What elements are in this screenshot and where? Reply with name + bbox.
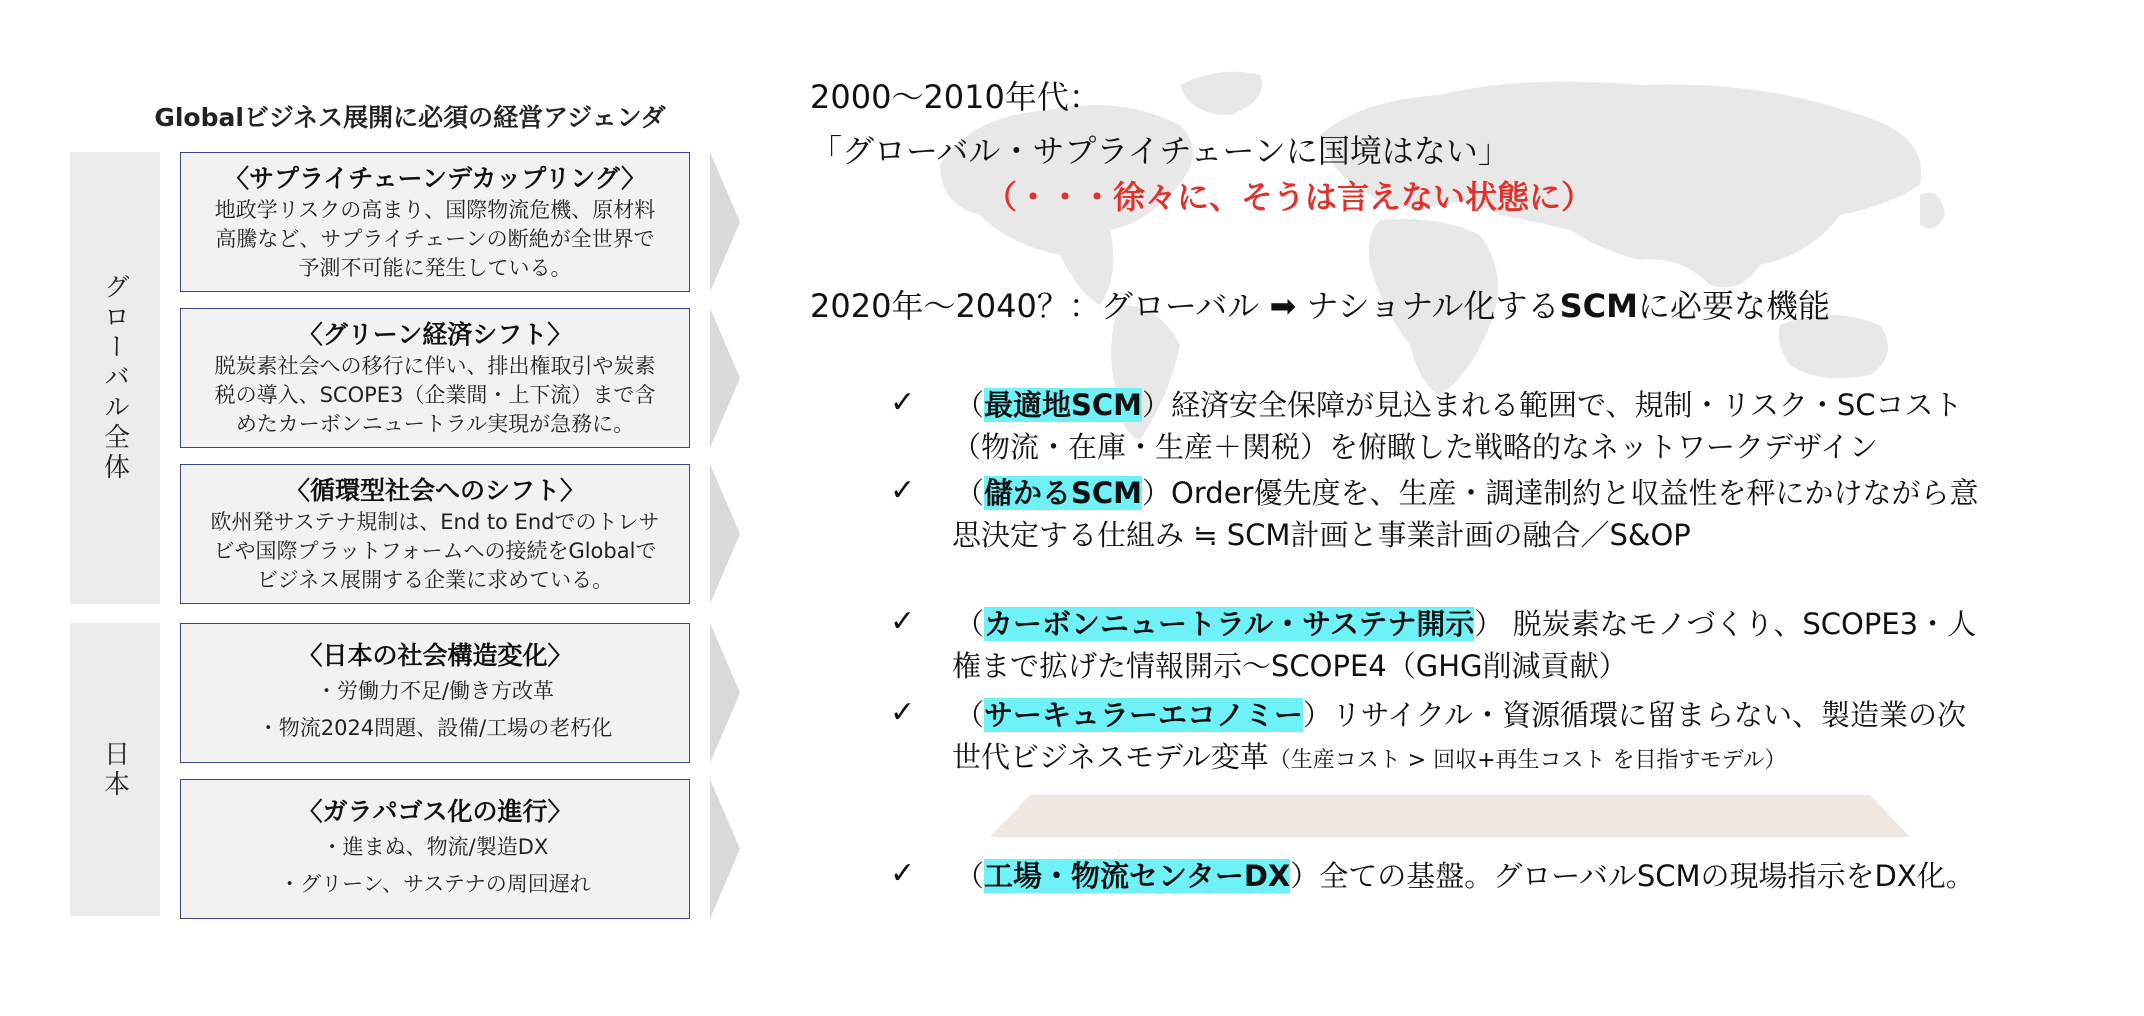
era1-quote: 「グローバル・サプライチェーンに国境はない」 xyxy=(810,132,1510,170)
chevron-arrow-3 xyxy=(710,464,740,604)
chevron-arrow-1 xyxy=(710,152,740,292)
item-line1: ）全ての基盤。グローバルSCMの現場指示をDX化。 xyxy=(1290,859,1975,893)
item-tag: 最適地SCM xyxy=(984,388,1143,422)
group-japan xyxy=(70,623,160,916)
item-line1: ）Order優先度を、生産・調達制約と収益性を秤にかけながら意 xyxy=(1142,476,1979,510)
box-line: 地政学リスクの高まり、国際物流危機、原材料 xyxy=(214,197,656,222)
box-body xyxy=(279,829,591,903)
right-arrow-icon: ➡ xyxy=(1269,287,1297,325)
box-body xyxy=(211,508,660,595)
box-title: 〈グリーン経済シフト〉 xyxy=(297,319,573,349)
check-icon: ✓ xyxy=(890,604,916,639)
function-item-carbon-neutral: （カーボンニュートラル・サステナ開示） 脱炭素なモノづくり、SCOPE3・人 xyxy=(955,607,1977,641)
agenda-box-supply-chain-decoupling xyxy=(180,152,690,292)
check-icon: ✓ xyxy=(890,385,916,420)
box-line: ビジネス展開する企業に求めている。 xyxy=(256,567,614,592)
box-line: 脱炭素社会への移行に伴い、排出権取引や炭素 xyxy=(214,353,656,378)
foundation-base-shape xyxy=(990,795,1910,837)
group-label-japan: 日本 xyxy=(99,739,130,800)
box-line: ・労働力不足/働き方改革 xyxy=(315,679,555,703)
box-body xyxy=(215,352,656,439)
item-line1: ）経済安全保障が見込まれる範囲で、規制・リスク・SCコスト xyxy=(1142,388,1963,422)
box-line: ・物流2024問題、設備/工場の老朽化 xyxy=(257,716,613,740)
box-body xyxy=(215,196,656,283)
function-item-circular-economy: （サーキュラーエコノミー）リサイクル・資源循環に留まらない、製造業の次 xyxy=(955,698,1966,732)
group-global xyxy=(70,152,160,604)
item-tag: 工場・物流センターDX xyxy=(984,859,1291,893)
item-line2-wrap xyxy=(952,736,1787,782)
group-label-global: グローバル全体 xyxy=(99,273,130,483)
item-tag: 儲かるSCM xyxy=(984,476,1143,510)
box-title: 〈ガラパゴス化の進行〉 xyxy=(297,797,573,826)
item-line1: ）リサイクル・資源循環に留まらない、製造業の次 xyxy=(1303,698,1966,732)
agenda-box-green-economy xyxy=(180,308,690,448)
item-line2: 世代ビジネスモデル変革 xyxy=(952,740,1269,774)
box-line: ・グリーン、サステナの周回遅れ xyxy=(279,872,591,896)
item-tag: サーキュラーエコノミー xyxy=(984,698,1304,732)
agenda-box-galapagos xyxy=(180,779,690,919)
check-icon: ✓ xyxy=(890,695,916,730)
box-line: ビや国際プラットフォームへの接続をGlobalで xyxy=(213,538,657,563)
chevron-arrow-5 xyxy=(710,779,740,919)
era2-bold: SCM xyxy=(1559,287,1638,325)
check-icon: ✓ xyxy=(890,856,916,891)
item-tag: カーボンニュートラル・サステナ開示 xyxy=(984,607,1475,641)
item-line2-note: （生産コスト > 回収+再生コスト を目指すモデル） xyxy=(1268,748,1787,773)
era1-label: 2000〜2010年代： xyxy=(810,78,1101,116)
agenda-box-japan-social-change xyxy=(180,623,690,763)
chevron-arrow-2 xyxy=(710,308,740,448)
box-line: めたカーボンニュートラル実現が急務に。 xyxy=(235,411,635,436)
check-icon: ✓ xyxy=(890,473,916,508)
box-line: 予測不可能に発生している。 xyxy=(298,255,572,280)
agenda-box-circular-society xyxy=(180,464,690,604)
era1-note: （・・・徐々に、そうは言えない状態に） xyxy=(985,178,1594,216)
item-line2: 思決定する仕組み ≒ SCM計画と事業計画の融合／S&OP xyxy=(952,518,1691,552)
box-title: 〈サプライチェーンデカップリング〉 xyxy=(223,163,646,193)
box-line: 高騰など、サプライチェーンの断絶が全世界で xyxy=(215,226,655,251)
era2-heading xyxy=(810,285,1830,327)
box-title: 〈循環型社会へのシフト〉 xyxy=(284,475,585,505)
era2-pre: 2020年〜2040？：グローバル xyxy=(810,287,1270,325)
box-line: ・進まぬ、物流/製造DX xyxy=(321,835,549,859)
function-item-factory-dx: （工場・物流センターDX）全ての基盤。グローバルSCMの現場指示をDX化。 xyxy=(955,859,1975,893)
left-panel-title: Globalビジネス展開に必須の経営アジェンダ xyxy=(154,103,666,132)
box-title: 〈日本の社会構造変化〉 xyxy=(297,641,573,670)
box-body xyxy=(258,673,613,747)
box-line: 税の導入、SCOPE3（企業間・上下流）まで含 xyxy=(214,382,656,407)
item-line2: （物流・在庫・生産＋関税）を俯瞰した戦略的なネットワークデザイン xyxy=(952,430,1878,464)
item-line2: 権まで拡げた情報開示〜SCOPE4（GHG削減貢献） xyxy=(952,649,1628,683)
chevron-arrow-4 xyxy=(710,623,740,763)
box-line: 欧州発サステナ規制は、End to Endでのトレサ xyxy=(210,509,660,534)
function-item-profitable-scm: （儲かるSCM）Order優先度を、生産・調達制約と収益性を秤にかけながら意 xyxy=(955,476,1979,510)
item-line1: ） 脱炭素なモノづくり、SCOPE3・人 xyxy=(1474,607,1977,641)
era2-post: に必要な機能 xyxy=(1637,287,1830,325)
era2-mid: ナショナル化する xyxy=(1296,287,1560,325)
function-item-optimal-scm: （最適地SCM）経済安全保障が見込まれる範囲で、規制・リスク・SCコスト xyxy=(955,388,1963,422)
